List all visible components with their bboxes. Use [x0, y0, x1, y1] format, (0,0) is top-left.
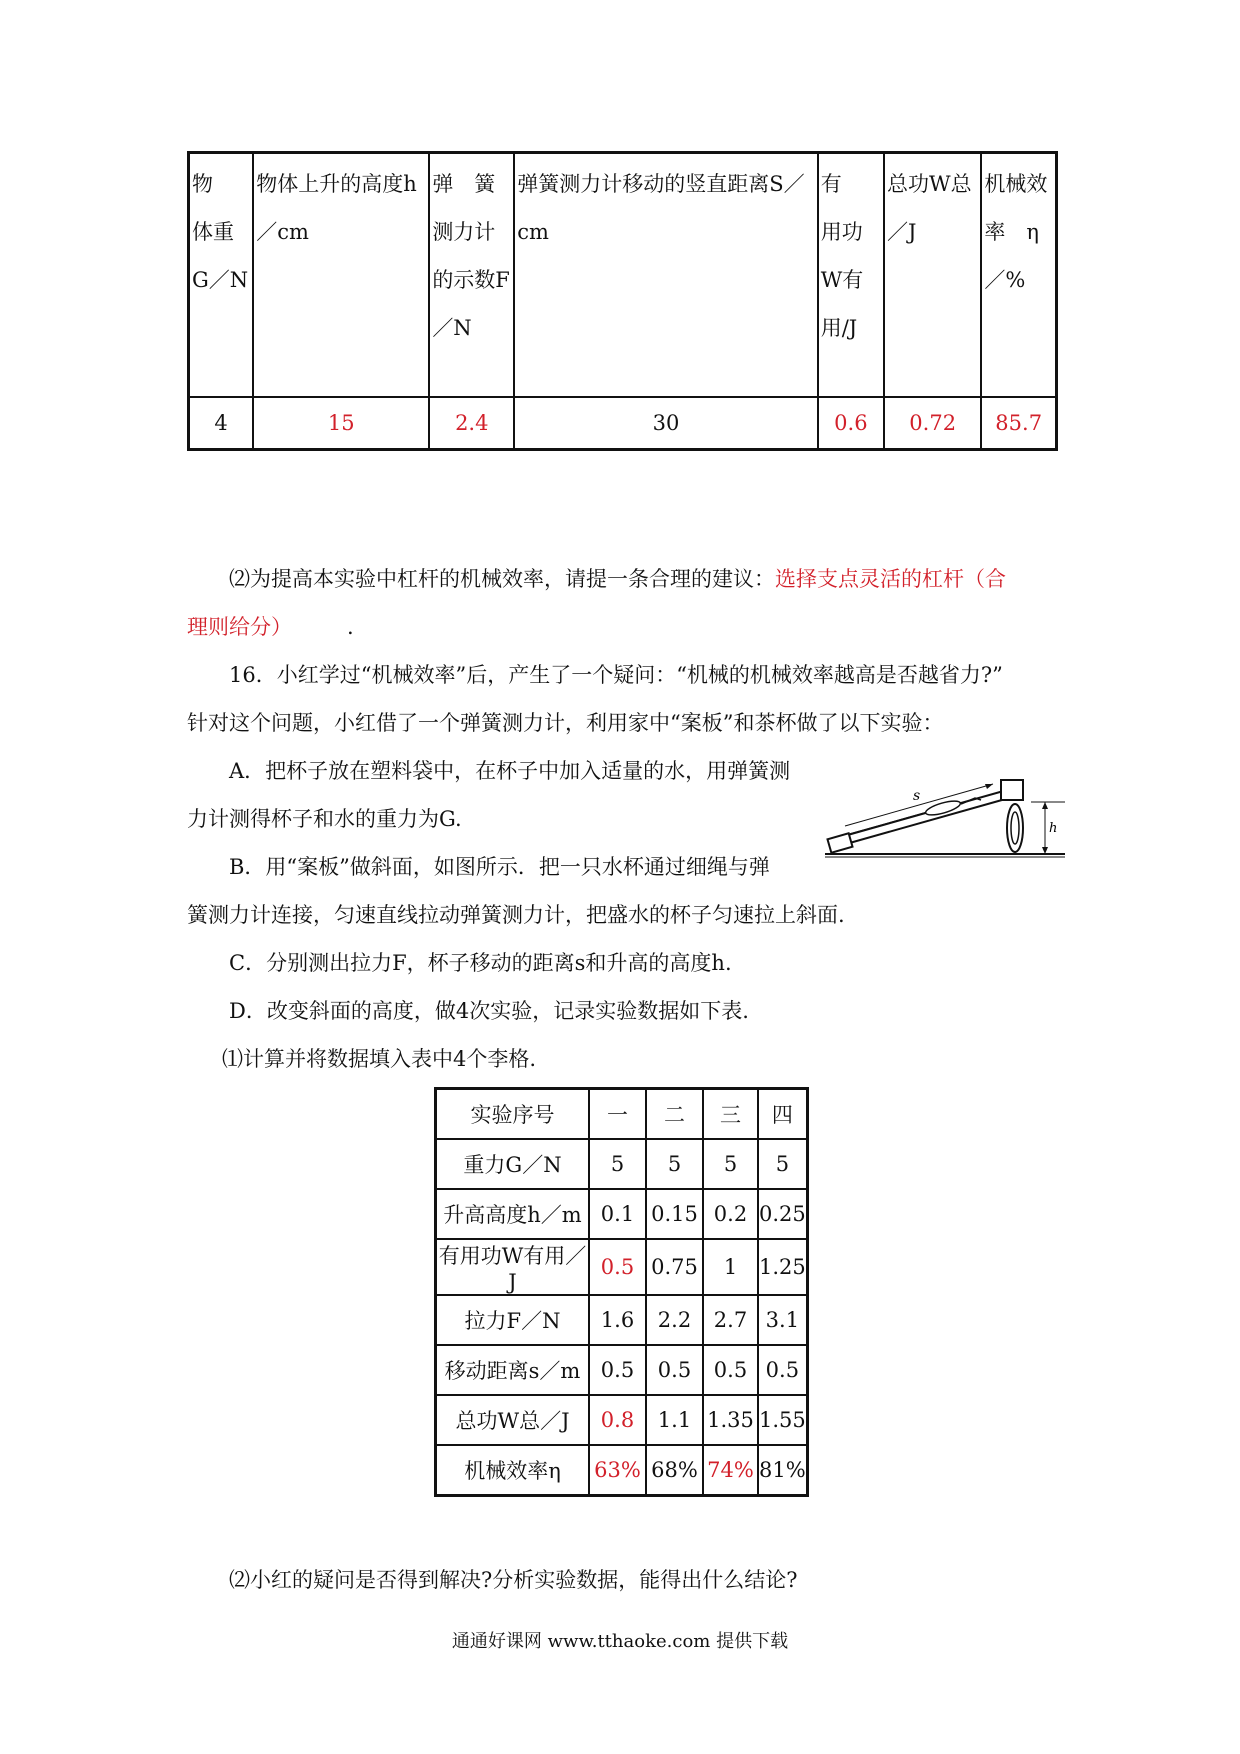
- question-16-line1: 16．小红学过“机械效率”后，产生了一个疑问：“机械的机械效率越高是否越省力?”: [229, 663, 1003, 687]
- table-cell: 0.15: [646, 1189, 703, 1239]
- table-cell: 0.1: [589, 1189, 646, 1239]
- table-row: [436, 1345, 808, 1395]
- header-force: 弹 簧 测力计的示数F／N: [429, 153, 514, 398]
- figure-h-label: h: [1049, 821, 1058, 836]
- figure-h-arrow-bottom: [1042, 847, 1048, 854]
- question-2-line2: [187, 603, 1057, 651]
- header-efficiency: 机械效率 η／%: [981, 153, 1056, 398]
- table-cell: 81%: [758, 1445, 807, 1496]
- row-label: 总功W总／J: [436, 1395, 590, 1445]
- header-trial-4: 四: [758, 1089, 807, 1140]
- step-a-line1: A．把杯子放在塑料袋中，在杯子中加入适量的水，用弹簧测: [229, 759, 791, 783]
- header-trial-1: 一: [589, 1089, 646, 1140]
- step-b-line2: 簧测力计连接，匀速直线拉动弹簧测力计，把盛水的杯子匀速拉上斜面.: [187, 903, 845, 927]
- step-c: C．分别测出拉力F，杯子移动的距离s和升高的高度h.: [229, 951, 732, 975]
- incline-data-table: [434, 1087, 809, 1497]
- header-height: 物体上升的高度h／cm: [253, 153, 429, 398]
- table-header-row: [189, 153, 1057, 398]
- answer-end: .: [347, 615, 354, 639]
- table-cell: 0.5: [589, 1345, 646, 1395]
- value-total-work: 0.72: [884, 397, 981, 450]
- row-label: 移动距离s／m: [436, 1345, 590, 1395]
- table-cell: 74%: [703, 1445, 758, 1496]
- table-cell: 0.5: [758, 1345, 807, 1395]
- header-trial-label: 实验序号: [436, 1089, 590, 1140]
- header-distance: 弹簧测力计移动的竖直距离S／cm: [514, 153, 817, 398]
- answer-part1: 选择支点灵活的杠杆（合: [775, 567, 1006, 591]
- lever-data-table: [187, 151, 1058, 451]
- table-cell: 5: [703, 1139, 758, 1189]
- figure-top-block: [1001, 780, 1023, 800]
- question-2-line1: [187, 555, 1057, 603]
- table-cell: 3.1: [758, 1295, 807, 1345]
- table-cell: 1.1: [646, 1395, 703, 1445]
- value-force: 2.4: [429, 397, 514, 450]
- table-cell: 1.6: [589, 1295, 646, 1345]
- table-cell: 0.5: [646, 1345, 703, 1395]
- table-row: [436, 1395, 808, 1445]
- step-a-line2: 力计测得杯子和水的重力为G.: [187, 807, 462, 831]
- table-cell: 0.2: [703, 1189, 758, 1239]
- row-label: 拉力F／N: [436, 1295, 590, 1345]
- figure-s-label: s: [913, 788, 921, 804]
- row-label: 升高高度h／m: [436, 1189, 590, 1239]
- table-row: [436, 1239, 808, 1295]
- table-cell: 0.8: [589, 1395, 646, 1445]
- question-1: ⑴计算并将数据填入表中4个李格.: [222, 1047, 537, 1071]
- table-cell: 2.7: [703, 1295, 758, 1345]
- value-height: 15: [253, 397, 429, 450]
- figure-cup: [827, 833, 852, 853]
- table-cell: 1.35: [703, 1395, 758, 1445]
- question-2b: ⑵小红的疑问是否得到解决?分析实验数据，能得出什么结论?: [229, 1568, 798, 1592]
- table-cell: 5: [589, 1139, 646, 1189]
- answer-part2: 理则给分）: [187, 615, 292, 639]
- row-label: 重力G／N: [436, 1139, 590, 1189]
- table-cell: 5: [646, 1139, 703, 1189]
- incline-figure: [825, 762, 1065, 872]
- row-label: 有用功W有用／J: [436, 1239, 590, 1295]
- table-row: [436, 1295, 808, 1345]
- step-d: D．改变斜面的高度，做4次实验，记录实验数据如下表.: [229, 999, 749, 1023]
- table-cell: 0.5: [703, 1345, 758, 1395]
- value-distance: 30: [514, 397, 817, 450]
- question-16-line2: 针对这个问题，小红借了一个弹簧测力计，利用家中“案板”和茶杯做了以下实验：: [187, 711, 944, 735]
- header-trial-2: 二: [646, 1089, 703, 1140]
- table-cell: 1: [703, 1239, 758, 1295]
- table-row: [436, 1445, 808, 1496]
- header-total-work: 总功W总／J: [884, 153, 981, 398]
- figure-arrow-head: [985, 784, 993, 789]
- table-cell: 0.5: [589, 1239, 646, 1295]
- table-cell: 1.55: [758, 1395, 807, 1445]
- value-efficiency: 85.7: [981, 397, 1056, 450]
- row-label: 机械效率η: [436, 1445, 590, 1496]
- table-cell: 1.25: [758, 1239, 807, 1295]
- table-header-row: [436, 1089, 808, 1140]
- step-b-line1: B．用“案板”做斜面，如图所示．把一只水杯通过细绳与弹: [229, 855, 770, 879]
- table-row: [189, 397, 1057, 450]
- table-cell: 0.25: [758, 1189, 807, 1239]
- table-cell: 68%: [646, 1445, 703, 1496]
- page-footer: 通通好课网 www.tthaoke.com 提供下载: [451, 1631, 789, 1652]
- header-useful-work: 有 用功W有用/J: [818, 153, 884, 398]
- value-useful-work: 0.6: [818, 397, 884, 450]
- figure-support: [1007, 804, 1023, 852]
- question-2-text: ⑵为提高本实验中杠杆的机械效率，请提一条合理的建议：: [229, 567, 775, 591]
- table-cell: 5: [758, 1139, 807, 1189]
- header-trial-3: 三: [703, 1089, 758, 1140]
- value-weight: 4: [189, 397, 254, 450]
- table-cell: 63%: [589, 1445, 646, 1496]
- figure-h-arrow-top: [1042, 802, 1048, 809]
- table-cell: 0.75: [646, 1239, 703, 1295]
- table-cell: 2.2: [646, 1295, 703, 1345]
- table-row: [436, 1189, 808, 1239]
- header-weight: 物 体重G／N: [189, 153, 254, 398]
- figure-board: [837, 790, 1009, 846]
- table-row: [436, 1139, 808, 1189]
